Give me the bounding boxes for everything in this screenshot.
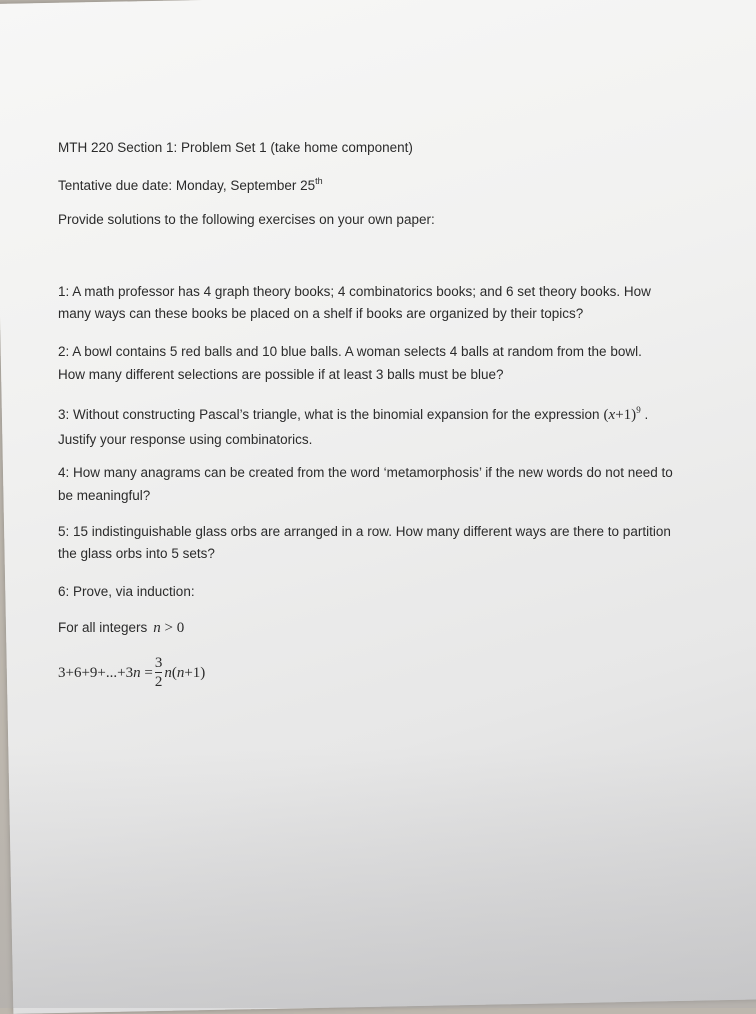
problem-3-line-2: Justify your response using combinatorics. xyxy=(58,432,313,447)
fraction-three-halves: $\frac{3}{2}$ xyxy=(154,655,163,690)
problem-6-line-1: 6: Prove, via induction: xyxy=(58,584,195,599)
induction-formula: 3+6+9+...+3n = $\frac{3}{2}$ n(n+1) xyxy=(58,655,206,690)
due-date xyxy=(58,176,323,193)
problem-1-line-2: many ways can these books be placed on a shelf if books are organized by their topics? xyxy=(58,306,584,321)
problem-3-text: 3: Without constructing Pascal’s triangle, what is the binomial expansion for the expression xyxy=(58,407,600,422)
problem-4-line-2: be meaningful? xyxy=(58,488,151,503)
due-date-suffix: th xyxy=(315,176,323,186)
problem-2-line-2: How many different selections are possible if at least 3 balls must be blue? xyxy=(58,367,504,382)
due-date-text: Tentative due date: Monday, September 25 xyxy=(58,178,316,193)
document-title: MTH 220 Section 1: Problem Set 1 (take home component) xyxy=(58,140,413,155)
problem-4-line-1: 4: How many anagrams can be created from the word ‘metamorphosis’ if the new words do not need to xyxy=(58,465,673,480)
problem-2-line-1: 2: A bowl contains 5 red balls and 10 blue balls. A woman selects 4 balls at random from the bowl. xyxy=(58,344,642,359)
problem-5-line-2: the glass orbs into 5 sets? xyxy=(58,546,215,561)
induction-condition: For all integers n > 0 xyxy=(58,620,185,636)
problem-1-line-1: 1: A math professor has 4 graph theory books; 4 combinatorics books; and 6 set theory books. How xyxy=(58,284,651,299)
problem-5-line-1: 5: 15 indistinguishable glass orbs are arranged in a row. How many different ways are there to partition xyxy=(58,524,671,539)
problem-3-line-1: 3: Without constructing Pascal’s triangle, what is the binomial expansion for the expression $(x+1)^9$ . xyxy=(58,405,649,423)
instructions: Provide solutions to the following exercises on your own paper: xyxy=(58,212,435,227)
binomial-expression: $(x+1)^9$ xyxy=(603,405,641,423)
